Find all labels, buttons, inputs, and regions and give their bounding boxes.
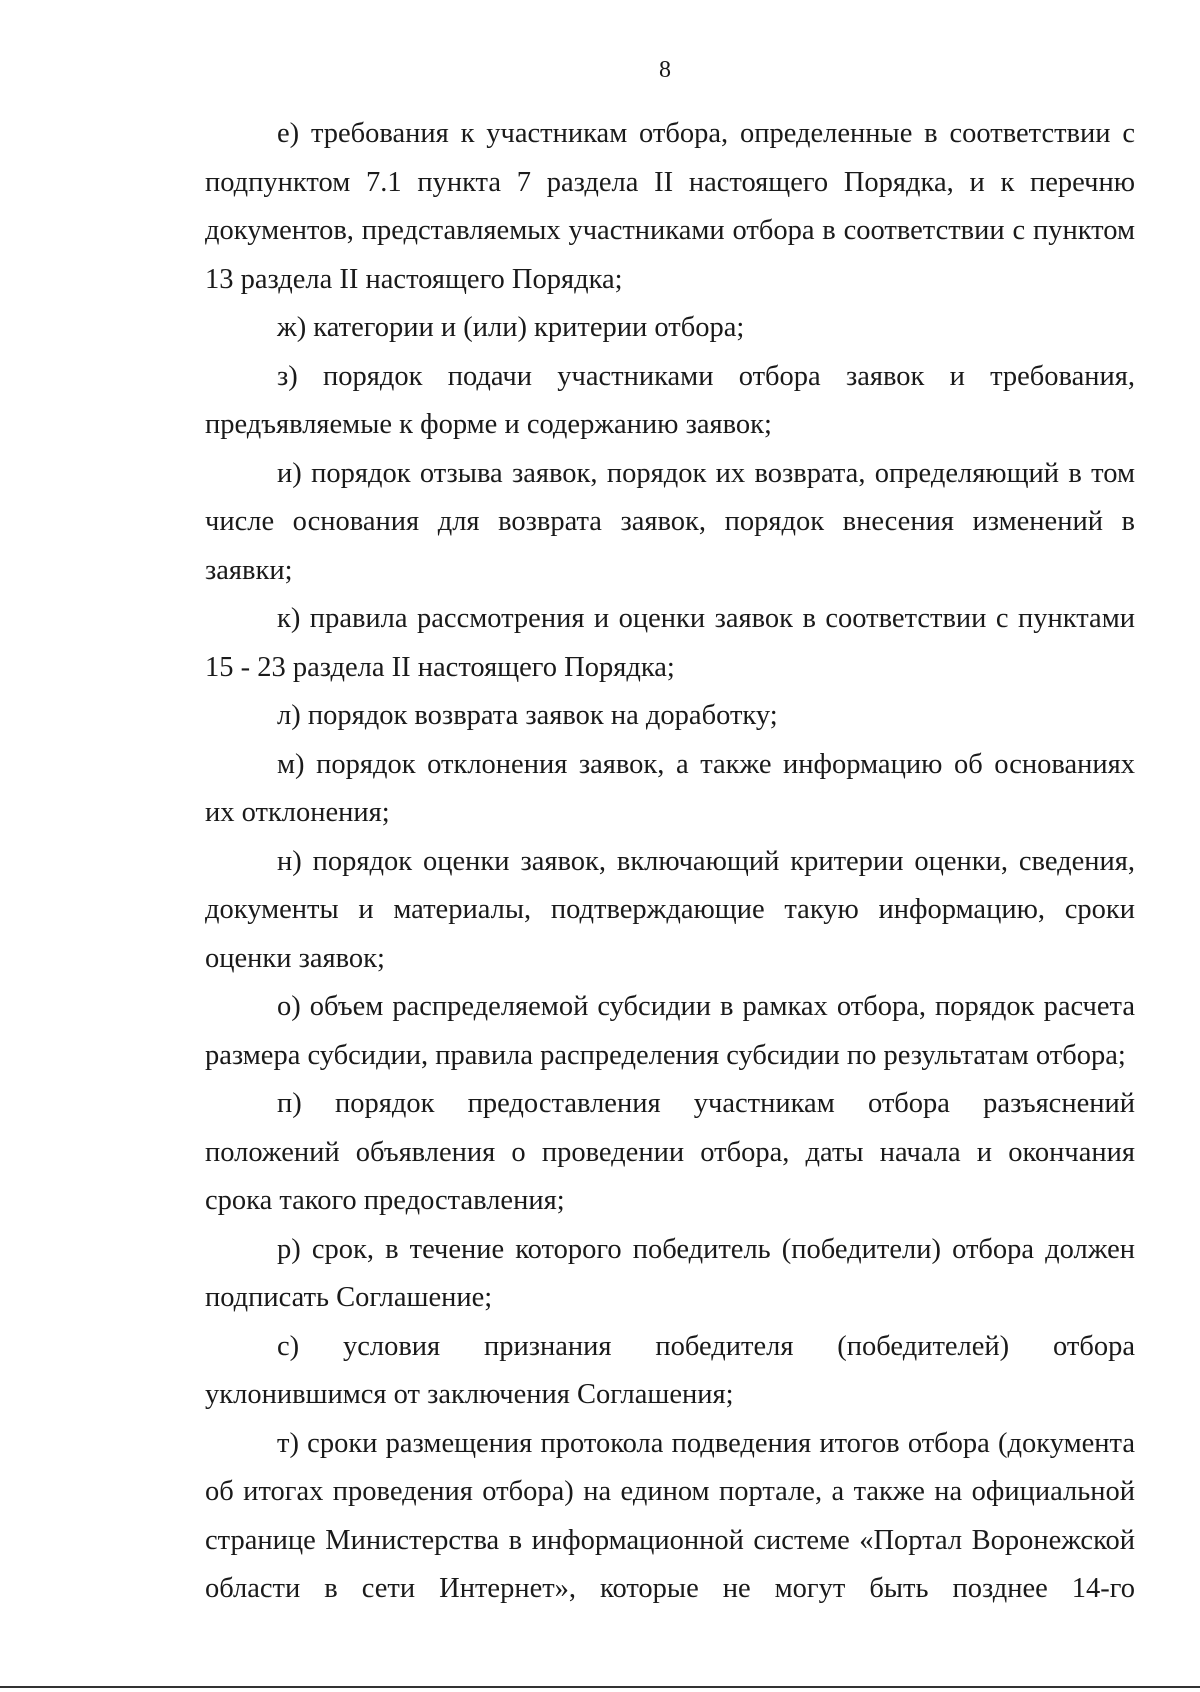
page-number: 8	[659, 57, 671, 83]
paragraph-t: т) сроки размещения протокола подведения итогов отбора (документа об итогах проведения отбора) на едином портале, а также на официальной странице Министерства в информационной системе «Портал Воронежской области в сети Интернет», которые не могут быть позднее 14-го	[205, 1427, 1135, 1604]
paragraph-z: з) порядок подачи участниками отбора заявок и требования, предъявляемые к форме и содержанию заявок;	[205, 360, 1135, 440]
paragraph-r: р) срок, в течение которого победитель (победители) отбора должен подписать Соглашение;	[205, 1233, 1135, 1313]
paragraph-k: к) правила рассмотрения и оценки заявок в соответствии с пунктами 15 - 23 раздела II настоящего Порядка;	[205, 603, 1135, 683]
paragraph-m: м) порядок отклонения заявок, а также информацию об основаниях их отклонения;	[205, 748, 1135, 828]
paragraph-s: с) условия признания победителя (победителей) отбора уклонившимся от заключения Соглашения;	[205, 1330, 1135, 1410]
paragraph-o: о) объем распределяемой субсидии в рамках отбора, порядок расчета размера субсидии, правила распределения субсидии по результатам отбора;	[205, 991, 1135, 1071]
paragraph-p: п) порядок предоставления участникам отбора разъяснений положений объявления о проведении отбора, даты начала и окончания срока такого предоставления;	[205, 1088, 1135, 1216]
paragraph-e: е) требования к участникам отбора, определенные в соответствии с подпунктом 7.1 пункта 7 раздела II настоящего Порядка, и к перечню документов, представляемых участниками отбора в соответствии с пунктом 13 раздела II настоящего Порядка;	[205, 118, 1135, 295]
paragraph-l: л) порядок возврата заявок на доработку;	[277, 700, 778, 731]
paragraph-zh: ж) категории и (или) критерии отбора;	[277, 312, 745, 343]
paragraph-i: и) порядок отзыва заявок, порядок их возврата, определяющий в том числе основания для возврата заявок, порядок внесения изменений в заявки;	[205, 457, 1135, 586]
document-body	[205, 110, 1135, 1614]
page-bottom-edge	[0, 1686, 1200, 1688]
paragraph-n: н) порядок оценки заявок, включающий критерии оценки, сведения, документы и материалы, подтверждающие такую информацию, сроки оценки заявок;	[205, 845, 1135, 974]
